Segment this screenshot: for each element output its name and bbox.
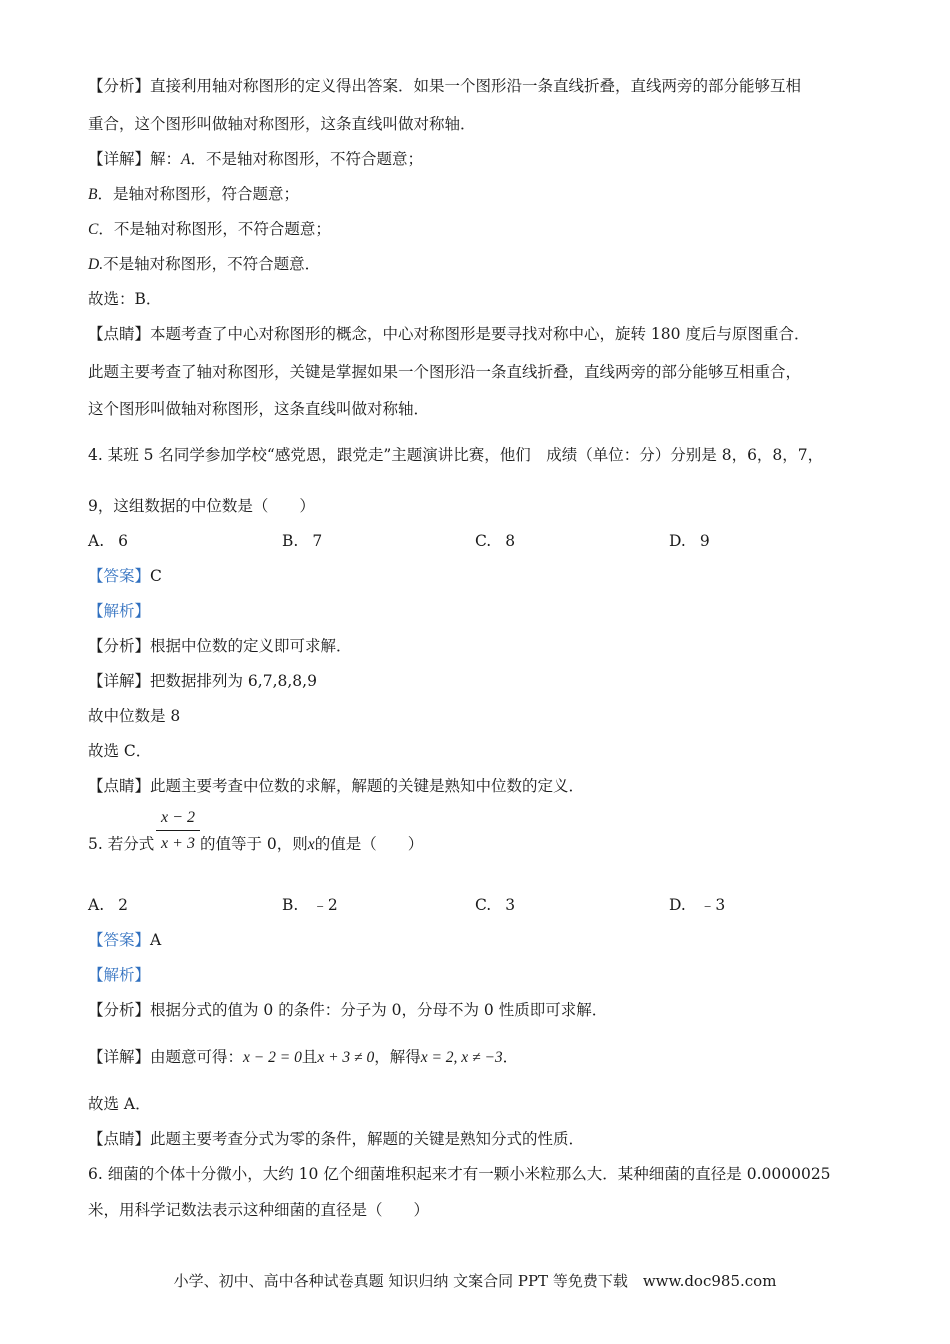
q3-option-c-text: ．不是轴对称图形，不符合题意； bbox=[98, 220, 331, 238]
q3-detail-line-c bbox=[88, 219, 331, 240]
q6-stem-line-2: 米，用科学记数法表示这种细菌的直径是（ ） bbox=[88, 1201, 430, 1219]
q5-analysis: 【分析】根据分式的值为 0 的条件：分子为 0，分母不为 0 性质即可求解． bbox=[88, 1001, 608, 1019]
q3-option-b-letter: B bbox=[88, 186, 98, 203]
q3-detail-prefix: 【详解】解： bbox=[88, 150, 182, 168]
q5-option-d: D. ﹣3 bbox=[669, 896, 726, 914]
q4-median: 故中位数是 8 bbox=[88, 707, 181, 725]
q4-option-b: B. 7 bbox=[282, 532, 323, 550]
q4-answer bbox=[88, 566, 162, 586]
q5-solution: x = 2, x ≠ −3 bbox=[420, 1049, 503, 1066]
q3-analysis-line-2: 重合，这个图形叫做轴对称图形，这条直线叫做对称轴． bbox=[88, 115, 476, 133]
q4-stem-line-2: 9，这组数据的中位数是（ ） bbox=[88, 497, 315, 515]
q5-analysis-tag: 【解析】 bbox=[88, 966, 151, 984]
q3-comment-line-1: 【点睛】本题考查了中心对称图形的概念，中心对称图形是要寻找对称中心，旋转 180 度后与原图重合． bbox=[88, 325, 810, 343]
q4-comment: 【点睛】此题主要考查中位数的求解，解题的关键是熟知中位数的定义． bbox=[88, 777, 585, 795]
q3-option-d-text: 不是轴对称图形，不符合题意． bbox=[103, 255, 321, 273]
q5-answer bbox=[88, 930, 161, 950]
q4-analysis: 【分析】根据中位数的定义即可求解． bbox=[88, 637, 352, 655]
q3-choose: 故选：B． bbox=[88, 290, 162, 308]
q5-option-b: B. ﹣2 bbox=[282, 896, 338, 914]
q4-option-d: D. 9 bbox=[669, 532, 710, 550]
q3-comment-line-3: 这个图形叫做轴对称图形，这条直线叫做对称轴． bbox=[88, 400, 430, 418]
q4-analysis-tag: 【解析】 bbox=[88, 602, 151, 620]
q5-fraction bbox=[156, 808, 200, 854]
q4-answer-tag: 【答案】 bbox=[88, 567, 151, 585]
page-footer: 小学、初中、高中各种试卷真题 知识归纳 文案合同 PPT 等免费下载 www.doc985.com bbox=[173, 1272, 777, 1290]
q4-answer-value: C bbox=[150, 567, 162, 585]
q5-option-a: A. 2 bbox=[88, 896, 128, 914]
q5-equation-1: x − 2 = 0 bbox=[243, 1049, 302, 1066]
q5-stem-prefix: 5. 若分式 bbox=[88, 835, 155, 853]
q3-option-d-letter: D. bbox=[88, 256, 104, 273]
q5-fraction-denominator: x + 3 bbox=[161, 835, 195, 852]
q3-detail-line-a bbox=[88, 149, 423, 170]
q5-fraction-bar bbox=[156, 830, 200, 831]
q5-detail: 【详解】由题意可得：x − 2 = 0且x + 3 ≠ 0，解得x = 2, x ≠ −3． bbox=[88, 1048, 519, 1066]
q4-option-a: A. 6 bbox=[88, 532, 128, 550]
q4-detail: 【详解】把数据排列为 6,7,8,8,9 bbox=[88, 672, 317, 690]
q3-detail-line-b bbox=[88, 184, 299, 205]
q3-detail-line-d bbox=[88, 254, 320, 275]
q5-comment: 【点睛】此题主要考查分式为零的条件，解题的关键是熟知分式的性质． bbox=[88, 1130, 585, 1148]
q5-equation-2: x + 3 ≠ 0 bbox=[317, 1049, 375, 1066]
q3-option-c-letter: C bbox=[88, 221, 99, 238]
q5-stem-rest: 的值等于 0，则x的值是（ ） bbox=[200, 835, 424, 853]
q4-stem-line-1: 4. 某班 5 名同学参加学校“感党恩，跟党走”主题演讲比赛，他们 成绩（单位：分）分别是 8，6，8，7， bbox=[88, 446, 824, 464]
q3-option-a-text: ．不是轴对称图形，不符合题意； bbox=[190, 150, 423, 168]
q4-option-c: C. 8 bbox=[475, 532, 516, 550]
q5-fraction-numerator: x − 2 bbox=[161, 809, 195, 826]
q5-var-x: x bbox=[307, 836, 315, 853]
q3-analysis-line-1: 【分析】直接利用轴对称图形的定义得出答案．如果一个图形沿一条直线折叠，直线两旁的部分能够互相 bbox=[88, 77, 802, 95]
q5-answer-tag: 【答案】 bbox=[88, 931, 151, 949]
q4-choose: 故选 C． bbox=[88, 742, 152, 760]
q6-stem-line-1: 6. 细菌的个体十分微小，大约 10 亿个细菌堆积起来才有一颗小米粒那么大．某种细菌的直径是 0.0000025 bbox=[88, 1165, 831, 1183]
q3-comment-line-2: 此题主要考查了轴对称图形，关键是掌握如果一个图形沿一条直线折叠，直线两旁的部分能够互相重合， bbox=[88, 363, 802, 381]
q5-option-c: C. 3 bbox=[475, 896, 516, 914]
q3-option-a-letter: A bbox=[181, 151, 191, 168]
q3-option-b-text: ．是轴对称图形，符合题意； bbox=[97, 185, 299, 203]
q5-answer-value: A bbox=[150, 931, 162, 949]
q5-choose: 故选 A． bbox=[88, 1095, 151, 1113]
